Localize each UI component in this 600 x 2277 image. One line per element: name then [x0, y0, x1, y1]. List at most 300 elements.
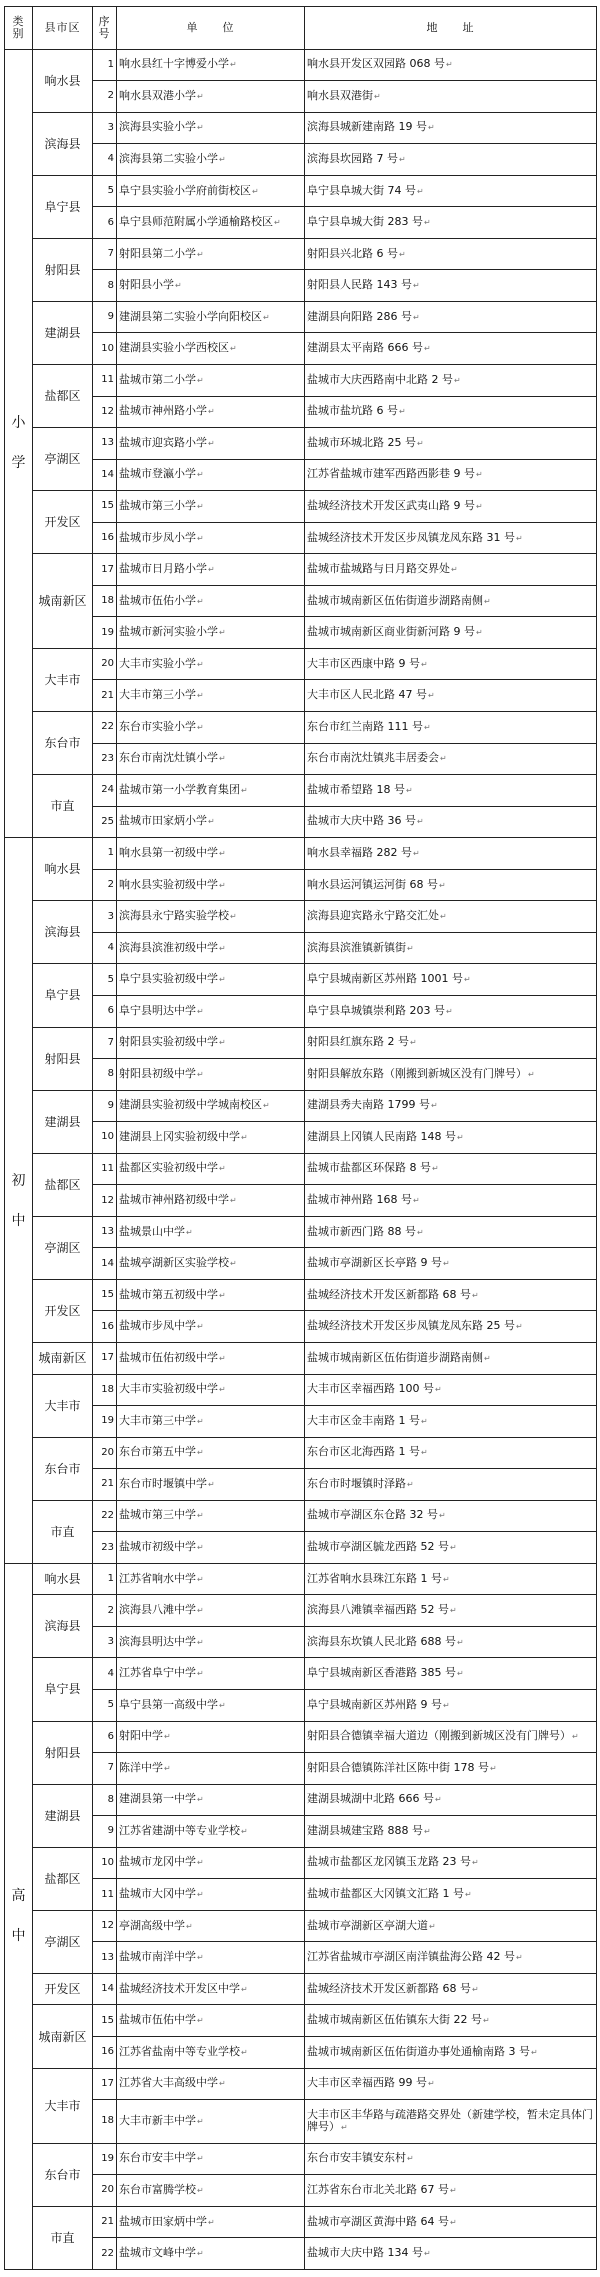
address-cell — [305, 2143, 597, 2175]
table-row — [5, 1910, 597, 1942]
index-value: 22 — [101, 2247, 114, 2259]
header-unit: 单 位 — [117, 7, 305, 50]
table-row — [5, 1879, 597, 1911]
unit-name: 滨海县滨淮初级中学 — [119, 940, 218, 954]
index-value: 8 — [107, 279, 114, 291]
unit-name: 响水县实验初级中学 — [119, 877, 218, 891]
address-cell — [305, 1658, 597, 1690]
return-mark: ↵ — [241, 1132, 248, 1142]
address-text: 阜宁县阜城镇崇利路 203 号 — [307, 1003, 445, 1017]
address-text: 东台市南沈灶镇兆丰居委会 — [307, 751, 439, 765]
address-text: 阜宁县城南新区香港路 385 号 — [307, 1666, 456, 1680]
return-mark: ↵ — [421, 1416, 428, 1426]
unit-name: 阜宁县实验小学府前街校区 — [119, 183, 251, 197]
return-mark: ↵ — [197, 91, 204, 101]
address-cell — [305, 1027, 597, 1059]
table-row — [5, 1626, 597, 1658]
unit-cell — [117, 1879, 305, 1911]
index-value: 20 — [101, 658, 114, 670]
address-cell — [305, 964, 597, 996]
table-row — [5, 1248, 597, 1280]
index-value: 15 — [101, 1289, 114, 1301]
index-cell — [93, 144, 117, 176]
return-mark: ↵ — [208, 407, 215, 417]
header-county: 县市区 — [33, 7, 93, 50]
address-text: 盐城市盐都区龙冈镇玉龙路 23 号 — [307, 1855, 471, 1869]
table-row — [5, 901, 597, 933]
header-index: 序号 — [93, 7, 117, 50]
unit-cell — [117, 175, 305, 207]
return-mark: ↵ — [417, 1227, 424, 1237]
unit-cell — [117, 1910, 305, 1942]
return-mark: ↵ — [197, 375, 204, 385]
index-value: 15 — [101, 2014, 114, 2026]
table-row — [5, 869, 597, 901]
address-cell — [305, 1248, 597, 1280]
return-mark: ↵ — [208, 565, 215, 575]
index-value: 1 — [107, 847, 114, 859]
return-mark: ↵ — [476, 628, 483, 638]
return-mark: ↵ — [399, 249, 406, 259]
unit-cell — [117, 1784, 305, 1816]
index-value: 24 — [101, 784, 114, 796]
return-mark: ↵ — [197, 1953, 204, 1963]
return-mark: ↵ — [219, 1164, 226, 1174]
unit-name: 大丰市实验初级中学 — [119, 1382, 218, 1396]
table-row — [5, 1469, 597, 1501]
address-cell — [305, 995, 597, 1027]
unit-name: 盐城市南洋中学 — [119, 1950, 196, 1964]
table-row — [5, 648, 597, 680]
index-cell — [93, 869, 117, 901]
address-text: 射阳县解放东路（刚搬到新城区没有门牌号） — [307, 1066, 527, 1080]
index-cell — [93, 617, 117, 649]
return-mark: ↵ — [428, 2079, 435, 2089]
address-cell — [305, 554, 597, 586]
return-mark: ↵ — [472, 1290, 479, 1300]
index-value: 19 — [101, 626, 114, 638]
table-row — [5, 775, 597, 807]
index-cell — [93, 1342, 117, 1374]
county-cell: 亭湖区 — [33, 1216, 93, 1279]
address-text: 盐城市亭湖区黄海中路 64 号 — [307, 2214, 449, 2228]
address-text: 响水县幸福路 282 号 — [307, 845, 412, 859]
return-mark: ↵ — [208, 1479, 215, 1489]
unit-cell — [117, 1595, 305, 1627]
address-text: 滨海县八滩镇幸福西路 52 号 — [307, 1603, 449, 1617]
unit-name: 盐城市步凤小学 — [119, 530, 196, 544]
address-text: 阜宁县阜城大街 283 号 — [307, 215, 423, 229]
index-cell — [93, 2005, 117, 2037]
index-cell — [93, 2206, 117, 2238]
index-value: 4 — [107, 1667, 114, 1679]
address-cell — [305, 1153, 597, 1185]
index-cell — [93, 743, 117, 775]
unit-cell — [117, 1626, 305, 1658]
index-value: 3 — [107, 910, 114, 922]
unit-name: 射阳县实验初级中学 — [119, 1035, 218, 1049]
unit-name: 大丰市实验小学 — [119, 656, 196, 670]
return-mark: ↵ — [197, 1890, 204, 1900]
unit-cell — [117, 743, 305, 775]
address-cell — [305, 301, 597, 333]
return-mark: ↵ — [484, 596, 491, 606]
index-cell — [93, 1816, 117, 1848]
table-row — [5, 617, 597, 649]
unit-name: 阜宁县明达中学 — [119, 1003, 196, 1017]
address-cell — [305, 1090, 597, 1122]
table-row — [5, 1122, 597, 1154]
unit-name: 盐城市第五初级中学 — [119, 1287, 218, 1301]
return-mark: ↵ — [263, 1101, 270, 1111]
address-text: 阜宁县城南新区苏州路 1001 号 — [307, 972, 463, 986]
address-text: 盐城市环城北路 25 号 — [307, 435, 416, 449]
unit-cell — [117, 1753, 305, 1785]
address-cell — [305, 869, 597, 901]
unit-name: 射阳县第二小学 — [119, 246, 196, 260]
county-cell: 阜宁县 — [33, 1658, 93, 1721]
index-value: 19 — [101, 2152, 114, 2164]
return-mark: ↵ — [440, 912, 447, 922]
unit-name: 盐城市迎宾路小学 — [119, 435, 207, 449]
address-cell — [305, 81, 597, 113]
return-mark: ↵ — [428, 691, 435, 701]
unit-name: 亭湖高级中学 — [119, 1918, 185, 1932]
index-cell — [93, 1311, 117, 1343]
county-cell: 射阳县 — [33, 1721, 93, 1784]
address-text: 阜宁县城南新区苏州路 9 号 — [307, 1697, 442, 1711]
index-value: 11 — [101, 1162, 114, 1174]
unit-name: 江苏省盐南中等专业学校 — [119, 2044, 240, 2058]
address-text: 东台市红兰南路 111 号 — [307, 719, 423, 733]
index-value: 25 — [101, 815, 114, 827]
address-text: 东台市区北海西路 1 号 — [307, 1445, 420, 1459]
return-mark: ↵ — [399, 154, 406, 164]
address-text: 盐城市城南新区商业街新河路 9 号 — [307, 625, 475, 639]
address-cell — [305, 270, 597, 302]
return-mark: ↵ — [241, 2047, 248, 2057]
index-value: 7 — [107, 248, 114, 260]
address-text: 射阳县合德镇陈洋社区陈中街 178 号 — [307, 1760, 489, 1774]
return-mark: ↵ — [274, 218, 281, 228]
address-cell — [305, 838, 597, 870]
table-row — [5, 1279, 597, 1311]
address-cell — [305, 1563, 597, 1595]
unit-cell — [117, 869, 305, 901]
unit-cell — [117, 333, 305, 365]
address-text: 大丰市区人民北路 47 号 — [307, 688, 427, 702]
address-cell — [305, 1879, 597, 1911]
county-cell: 大丰市 — [33, 2068, 93, 2143]
unit-name: 盐城经济技术开发区中学 — [119, 1981, 240, 1995]
unit-name: 阜宁县师范附属小学通榆路校区 — [119, 215, 273, 229]
return-mark: ↵ — [197, 470, 204, 480]
index-cell — [93, 2143, 117, 2175]
address-cell — [305, 743, 597, 775]
address-text: 射阳县红旗东路 2 号 — [307, 1035, 409, 1049]
index-cell — [93, 1626, 117, 1658]
address-text: 盐城经济技术开发区新都路 68 号 — [307, 1981, 471, 1995]
table-row — [5, 2100, 597, 2144]
unit-cell — [117, 554, 305, 586]
return-mark: ↵ — [450, 2217, 457, 2227]
county-cell: 盐都区 — [33, 1153, 93, 1216]
address-cell — [305, 2005, 597, 2037]
index-cell — [93, 712, 117, 744]
index-cell — [93, 680, 117, 712]
unit-name: 建湖县实验初级中学城南校区 — [119, 1098, 262, 1112]
unit-name: 东台市第五中学 — [119, 1445, 196, 1459]
unit-cell — [117, 1973, 305, 2005]
index-value: 13 — [101, 437, 114, 449]
address-cell — [305, 1469, 597, 1501]
county-cell: 滨海县 — [33, 112, 93, 175]
address-cell — [305, 1595, 597, 1627]
index-value: 6 — [107, 216, 114, 228]
index-cell — [93, 1879, 117, 1911]
unit-cell — [117, 365, 305, 397]
address-text: 东台市安丰镇安东村 — [307, 2151, 406, 2165]
table-row — [5, 270, 597, 302]
index-value: 23 — [101, 1541, 114, 1553]
return-mark: ↵ — [230, 912, 237, 922]
address-cell — [305, 1942, 597, 1974]
return-mark: ↵ — [399, 407, 406, 417]
unit-name: 盐城市第三小学 — [119, 498, 196, 512]
unit-cell — [117, 1563, 305, 1595]
address-text: 盐城市亭湖新区亭湖大道 — [307, 1918, 428, 1932]
unit-cell — [117, 775, 305, 807]
index-cell — [93, 81, 117, 113]
index-value: 3 — [107, 121, 114, 133]
index-cell — [93, 1784, 117, 1816]
address-text: 盐城市盐都区大冈镇文汇路 1 号 — [307, 1887, 464, 1901]
index-value: 9 — [107, 311, 114, 323]
category-char: 初 — [11, 1172, 26, 1189]
unit-cell — [117, 1847, 305, 1879]
county-cell: 城南新区 — [33, 1342, 93, 1374]
index-cell — [93, 1216, 117, 1248]
index-cell — [93, 1027, 117, 1059]
return-mark: ↵ — [197, 501, 204, 511]
index-value: 1 — [107, 58, 114, 70]
address-cell — [305, 522, 597, 554]
unit-name: 东台市安丰中学 — [119, 2151, 196, 2165]
index-value: 22 — [101, 721, 114, 733]
index-cell — [93, 838, 117, 870]
address-cell — [305, 617, 597, 649]
index-value: 10 — [101, 1131, 114, 1143]
return-mark: ↵ — [219, 943, 226, 953]
unit-name: 陈洋中学 — [119, 1760, 163, 1774]
table-row — [5, 1658, 597, 1690]
table-row — [5, 175, 597, 207]
unit-cell — [117, 144, 305, 176]
table-row — [5, 2238, 597, 2270]
unit-cell — [117, 1816, 305, 1848]
address-cell — [305, 680, 597, 712]
index-value: 21 — [101, 1478, 114, 1490]
index-cell — [93, 112, 117, 144]
table-row — [5, 396, 597, 428]
unit-cell — [117, 1658, 305, 1690]
table-row — [5, 1784, 597, 1816]
address-text: 建湖县太平南路 666 号 — [307, 341, 423, 355]
index-cell — [93, 1753, 117, 1785]
unit-cell — [117, 1500, 305, 1532]
address-text: 盐城市城南新区伍佑街道步湖路南侧 — [307, 593, 483, 607]
unit-name: 江苏省响水中学 — [119, 1571, 196, 1585]
index-cell — [93, 1437, 117, 1469]
unit-cell — [117, 428, 305, 460]
table-row — [5, 712, 597, 744]
return-mark: ↵ — [230, 344, 237, 354]
index-value: 2 — [107, 879, 114, 891]
address-text: 东台市时堰镇时泽路 — [307, 1476, 406, 1490]
return-mark: ↵ — [197, 1574, 204, 1584]
table-row — [5, 491, 597, 523]
table-row — [5, 1090, 597, 1122]
return-mark: ↵ — [410, 1038, 417, 1048]
index-value: 12 — [101, 1920, 114, 1932]
return-mark: ↵ — [435, 1385, 442, 1395]
address-cell — [305, 1753, 597, 1785]
address-text: 江苏省响水县珠江东路 1 号 — [307, 1571, 442, 1585]
address-cell — [305, 1500, 597, 1532]
county-cell: 开发区 — [33, 1279, 93, 1342]
unit-name: 盐城市神州路初级中学 — [119, 1193, 229, 1206]
index-value: 9 — [107, 1825, 114, 1837]
address-text: 盐城市大庆中路 134 号 — [307, 2246, 423, 2260]
index-value: 17 — [101, 1352, 114, 1364]
return-mark: ↵ — [341, 2122, 348, 2132]
address-text: 大丰市区金丰南路 1 号 — [307, 1413, 420, 1427]
unit-name: 射阳县小学 — [119, 278, 174, 292]
county-cell: 盐都区 — [33, 365, 93, 428]
index-cell — [93, 1532, 117, 1564]
return-mark: ↵ — [219, 1385, 226, 1395]
unit-name: 盐城市新河实验小学 — [119, 625, 218, 639]
county-cell: 开发区 — [33, 1973, 93, 2005]
unit-cell — [117, 617, 305, 649]
address-cell — [305, 1784, 597, 1816]
return-mark: ↵ — [263, 312, 270, 322]
address-cell — [305, 1342, 597, 1374]
unit-name: 盐城市龙冈中学 — [119, 1855, 196, 1869]
table-row — [5, 743, 597, 775]
unit-name: 盐城市初级中学 — [119, 1540, 196, 1554]
return-mark: ↵ — [464, 975, 471, 985]
index-value: 6 — [107, 1730, 114, 1742]
table-row — [5, 1595, 597, 1627]
table-row — [5, 2175, 597, 2207]
address-text: 响水县运河镇运河街 68 号 — [307, 877, 438, 891]
address-text: 大丰市区西康中路 9 号 — [307, 656, 420, 670]
index-value: 20 — [101, 2184, 114, 2196]
index-cell — [93, 2068, 117, 2100]
return-mark: ↵ — [219, 1290, 226, 1300]
table-row — [5, 1406, 597, 1438]
table-row — [5, 144, 597, 176]
address-cell — [305, 1626, 597, 1658]
address-text: 大丰市区幸福西路 99 号 — [307, 2076, 427, 2090]
table-row — [5, 207, 597, 239]
address-text: 盐城市城南新区伍佑街道办事处通榆南路 3 号 — [307, 2044, 530, 2058]
address-text: 盐城市大庆西路南中北路 2 号 — [307, 372, 453, 386]
index-value: 9 — [107, 1099, 114, 1111]
return-mark: ↵ — [429, 1921, 436, 1931]
address-cell — [305, 49, 597, 81]
unit-cell — [117, 2206, 305, 2238]
unit-cell — [117, 932, 305, 964]
unit-name: 射阳县初级中学 — [119, 1066, 196, 1080]
index-value: 18 — [101, 2115, 114, 2127]
return-mark: ↵ — [439, 1511, 446, 1521]
index-cell — [93, 1658, 117, 1690]
table-row — [5, 1500, 597, 1532]
index-value: 11 — [101, 1888, 114, 1900]
county-cell: 市直 — [33, 775, 93, 838]
unit-cell — [117, 2100, 305, 2144]
return-mark: ↵ — [406, 785, 413, 795]
table-row — [5, 2005, 597, 2037]
return-mark: ↵ — [439, 880, 446, 890]
index-value: 18 — [101, 595, 114, 607]
table-row — [5, 838, 597, 870]
unit-cell — [117, 648, 305, 680]
index-value: 22 — [101, 1509, 114, 1521]
address-cell — [305, 1973, 597, 2005]
index-value: 13 — [101, 1226, 114, 1238]
index-cell — [93, 459, 117, 491]
address-cell — [305, 712, 597, 744]
unit-cell — [117, 964, 305, 996]
unit-name: 盐城市步凤中学 — [119, 1319, 196, 1333]
unit-name: 大丰市第三小学 — [119, 688, 196, 702]
category-cell — [5, 838, 33, 1564]
index-cell — [93, 1374, 117, 1406]
address-text: 盐城市大庆中路 36 号 — [307, 814, 416, 828]
unit-name: 响水县第一初级中学 — [119, 845, 218, 859]
return-mark: ↵ — [175, 281, 182, 291]
county-cell: 响水县 — [33, 1563, 93, 1595]
unit-cell — [117, 459, 305, 491]
unit-name: 盐都区实验初级中学 — [119, 1161, 218, 1175]
index-cell — [93, 1847, 117, 1879]
category-char: 小 — [11, 415, 26, 432]
return-mark: ↵ — [197, 1543, 204, 1553]
index-cell — [93, 428, 117, 460]
unit-cell — [117, 1248, 305, 1280]
return-mark: ↵ — [197, 2185, 204, 2195]
return-mark: ↵ — [435, 1795, 442, 1805]
index-cell — [93, 554, 117, 586]
address-text: 滨海县东坎镇人民北路 688 号 — [307, 1634, 456, 1648]
return-mark: ↵ — [197, 249, 204, 259]
county-cell: 亭湖区 — [33, 1910, 93, 1973]
return-mark: ↵ — [197, 1606, 204, 1616]
return-mark: ↵ — [421, 659, 428, 669]
unit-name: 盐城景山中学 — [119, 1224, 185, 1238]
table-row — [5, 1532, 597, 1564]
return-mark: ↵ — [421, 1448, 428, 1458]
unit-cell — [117, 2068, 305, 2100]
unit-name: 盐城市神州路小学 — [119, 404, 207, 418]
county-cell: 城南新区 — [33, 2005, 93, 2068]
index-cell — [93, 1721, 117, 1753]
return-mark: ↵ — [219, 880, 226, 890]
index-value: 10 — [101, 342, 114, 354]
